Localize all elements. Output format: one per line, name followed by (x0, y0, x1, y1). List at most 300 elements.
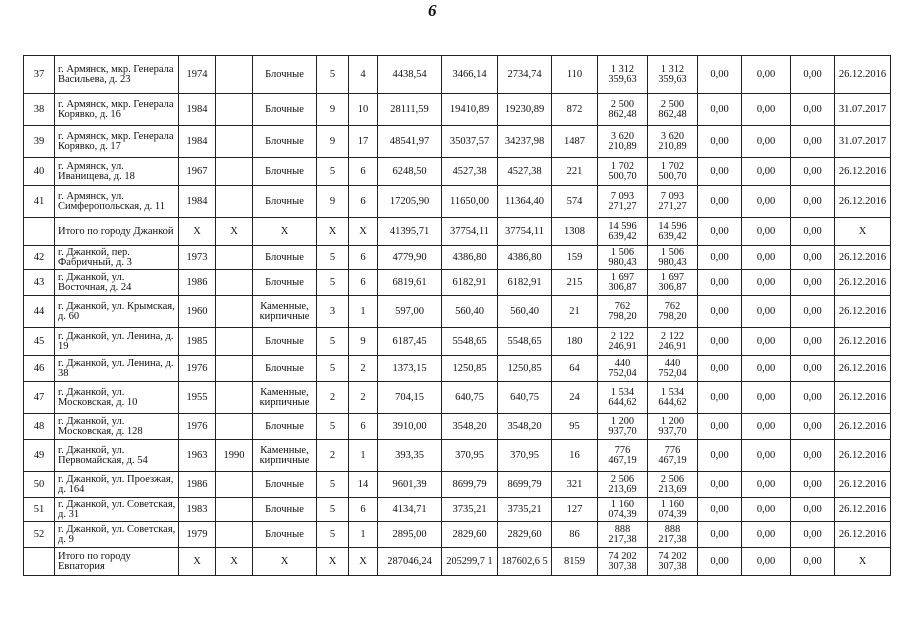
completion-date-cell: 31.07.2017 (835, 94, 891, 126)
table-row (24, 440, 891, 472)
year-built-cell: 1963 (179, 440, 216, 472)
cost-total-cell: 7 093 271,27 (598, 186, 648, 218)
cost-fund-cell: 2 122 246,91 (648, 328, 698, 356)
cost-other-cell: 0,00 (791, 186, 835, 218)
cost-fund-cell: 3 620 210,89 (648, 126, 698, 158)
completion-date-cell: 26.12.2016 (835, 56, 891, 94)
address-cell: Итого по городу Евпатория (55, 548, 179, 576)
cost-total-cell: 888 217,38 (598, 522, 648, 548)
entrances-cell: X (349, 218, 378, 246)
year-built-cell: 1986 (179, 270, 216, 296)
row-number-cell: 43 (24, 270, 55, 296)
year-built-cell: 1955 (179, 382, 216, 414)
floors-cell: 5 (317, 246, 349, 270)
total-area-cell: 6819,61 (378, 270, 442, 296)
cost-total-cell: 1 506 980,43 (598, 246, 648, 270)
cost-municipal-cell: 0,00 (742, 328, 791, 356)
address-cell: г. Армянск, мкр. Генерала Васильева, д. 23 (55, 56, 179, 94)
completion-date-cell: 26.12.2016 (835, 246, 891, 270)
total-area-cell: 6187,45 (378, 328, 442, 356)
residential-area-cell: 19230,89 (498, 94, 552, 126)
cost-municipal-cell: 0,00 (742, 548, 791, 576)
year-renovated-cell (216, 126, 253, 158)
row-number-cell: 51 (24, 498, 55, 522)
total-area-cell: 3910,00 (378, 414, 442, 440)
cost-total-cell: 1 702 500,70 (598, 158, 648, 186)
year-renovated-cell (216, 56, 253, 94)
cost-owners-cell: 0,00 (698, 270, 742, 296)
entrances-cell: 6 (349, 186, 378, 218)
cost-fund-cell: 1 702 500,70 (648, 158, 698, 186)
wall-material-cell: Блочные (253, 56, 317, 94)
entrances-cell: 4 (349, 56, 378, 94)
cost-total-cell: 762 798,20 (598, 296, 648, 328)
address-cell: г. Джанкой, ул. Крымская, д. 60 (55, 296, 179, 328)
cost-fund-cell: 1 506 980,43 (648, 246, 698, 270)
cost-municipal-cell: 0,00 (742, 94, 791, 126)
year-built-cell: 1985 (179, 328, 216, 356)
year-built-cell: 1974 (179, 56, 216, 94)
residential-area-cell: 4386,80 (498, 246, 552, 270)
cost-other-cell: 0,00 (791, 328, 835, 356)
table-row (24, 246, 891, 270)
living-area-cell: 3466,14 (442, 56, 498, 94)
total-area-cell: 28111,59 (378, 94, 442, 126)
residential-area-cell: 370,95 (498, 440, 552, 472)
cost-other-cell: 0,00 (791, 498, 835, 522)
row-number-cell: 48 (24, 414, 55, 440)
cost-total-cell: 1 697 306,87 (598, 270, 648, 296)
cost-municipal-cell: 0,00 (742, 186, 791, 218)
row-number-cell: 46 (24, 356, 55, 382)
residential-area-cell: 3548,20 (498, 414, 552, 440)
entrances-cell: 1 (349, 440, 378, 472)
floors-cell: 5 (317, 158, 349, 186)
cost-other-cell: 0,00 (791, 472, 835, 498)
entrances-cell: 10 (349, 94, 378, 126)
residential-area-cell: 11364,40 (498, 186, 552, 218)
year-renovated-cell (216, 414, 253, 440)
cost-total-cell: 440 752,04 (598, 356, 648, 382)
cost-municipal-cell: 0,00 (742, 158, 791, 186)
living-area-cell: 370,95 (442, 440, 498, 472)
residential-area-cell: 8699,79 (498, 472, 552, 498)
cost-fund-cell: 888 217,38 (648, 522, 698, 548)
address-cell: г. Армянск, ул. Иванищева, д. 18 (55, 158, 179, 186)
row-number-cell: 47 (24, 382, 55, 414)
residential-area-cell: 187602,6 5 (498, 548, 552, 576)
residential-area-cell: 2734,74 (498, 56, 552, 94)
cost-municipal-cell: 0,00 (742, 414, 791, 440)
year-built-cell: 1986 (179, 472, 216, 498)
residents-cell: 21 (552, 296, 598, 328)
year-renovated-cell (216, 356, 253, 382)
row-number-cell: 39 (24, 126, 55, 158)
completion-date-cell: 26.12.2016 (835, 440, 891, 472)
cost-total-cell: 3 620 210,89 (598, 126, 648, 158)
completion-date-cell: 31.07.2017 (835, 126, 891, 158)
cost-owners-cell: 0,00 (698, 440, 742, 472)
address-cell: г. Джанкой, ул. Советская, д. 9 (55, 522, 179, 548)
entrances-cell: 1 (349, 522, 378, 548)
floors-cell: 9 (317, 186, 349, 218)
year-built-cell: 1983 (179, 498, 216, 522)
living-area-cell: 2829,60 (442, 522, 498, 548)
total-area-cell: 2895,00 (378, 522, 442, 548)
residents-cell: 110 (552, 56, 598, 94)
table-row (24, 522, 891, 548)
entrances-cell: 6 (349, 270, 378, 296)
residents-cell: 159 (552, 246, 598, 270)
residential-area-cell: 3735,21 (498, 498, 552, 522)
total-area-cell: 597,00 (378, 296, 442, 328)
cost-other-cell: 0,00 (791, 356, 835, 382)
cost-owners-cell: 0,00 (698, 126, 742, 158)
cost-owners-cell: 0,00 (698, 56, 742, 94)
cost-owners-cell: 0,00 (698, 328, 742, 356)
year-renovated-cell (216, 246, 253, 270)
total-area-cell: 4779,90 (378, 246, 442, 270)
wall-material-cell: Блочные (253, 246, 317, 270)
residents-cell: 24 (552, 382, 598, 414)
living-area-cell: 8699,79 (442, 472, 498, 498)
entrances-cell: X (349, 548, 378, 576)
residential-area-cell: 37754,11 (498, 218, 552, 246)
wall-material-cell: Блочные (253, 498, 317, 522)
address-cell: г. Армянск, ул. Симферопольская, д. 11 (55, 186, 179, 218)
completion-date-cell: 26.12.2016 (835, 356, 891, 382)
address-cell: г. Джанкой, ул. Проезжая, д. 164 (55, 472, 179, 498)
wall-material-cell: Блочные (253, 328, 317, 356)
row-number-cell: 52 (24, 522, 55, 548)
total-area-cell: 393,35 (378, 440, 442, 472)
cost-municipal-cell: 0,00 (742, 296, 791, 328)
row-number-cell: 42 (24, 246, 55, 270)
year-built-cell: X (179, 218, 216, 246)
floors-cell: 9 (317, 126, 349, 158)
entrances-cell: 2 (349, 382, 378, 414)
living-area-cell: 3735,21 (442, 498, 498, 522)
year-renovated-cell (216, 498, 253, 522)
cost-municipal-cell: 0,00 (742, 440, 791, 472)
cost-other-cell: 0,00 (791, 218, 835, 246)
cost-total-cell: 1 160 074,39 (598, 498, 648, 522)
housing-register-table (23, 55, 891, 576)
living-area-cell: 35037,57 (442, 126, 498, 158)
address-cell: г. Джанкой, ул. Ленина, д. 19 (55, 328, 179, 356)
floors-cell: 2 (317, 440, 349, 472)
cost-fund-cell: 1 697 306,87 (648, 270, 698, 296)
cost-owners-cell: 0,00 (698, 246, 742, 270)
entrances-cell: 1 (349, 296, 378, 328)
residents-cell: 1308 (552, 218, 598, 246)
entrances-cell: 6 (349, 414, 378, 440)
completion-date-cell: 26.12.2016 (835, 158, 891, 186)
total-area-cell: 4134,71 (378, 498, 442, 522)
residents-cell: 8159 (552, 548, 598, 576)
table-row (24, 472, 891, 498)
address-cell: Итого по городу Джанкой (55, 218, 179, 246)
residential-area-cell: 34237,98 (498, 126, 552, 158)
cost-owners-cell: 0,00 (698, 94, 742, 126)
address-cell: г. Джанкой, ул. Первомайская, д. 54 (55, 440, 179, 472)
cost-fund-cell: 1 200 937,70 (648, 414, 698, 440)
year-built-cell: 1979 (179, 522, 216, 548)
residents-cell: 64 (552, 356, 598, 382)
address-cell: г. Джанкой, ул. Ленина, д. 38 (55, 356, 179, 382)
cost-other-cell: 0,00 (791, 382, 835, 414)
wall-material-cell: Блочные (253, 522, 317, 548)
row-number-cell: 37 (24, 56, 55, 94)
table-row (24, 158, 891, 186)
completion-date-cell: X (835, 218, 891, 246)
completion-date-cell: 26.12.2016 (835, 382, 891, 414)
total-area-cell: 704,15 (378, 382, 442, 414)
completion-date-cell: 26.12.2016 (835, 414, 891, 440)
residents-cell: 221 (552, 158, 598, 186)
year-renovated-cell: X (216, 548, 253, 576)
cost-other-cell: 0,00 (791, 246, 835, 270)
residents-cell: 86 (552, 522, 598, 548)
cost-fund-cell: 74 202 307,38 (648, 548, 698, 576)
year-built-cell: 1976 (179, 356, 216, 382)
year-built-cell: 1973 (179, 246, 216, 270)
cost-owners-cell: 0,00 (698, 218, 742, 246)
row-number-cell: 41 (24, 186, 55, 218)
year-built-cell: X (179, 548, 216, 576)
entrances-cell: 17 (349, 126, 378, 158)
living-area-cell: 560,40 (442, 296, 498, 328)
wall-material-cell: Блочные (253, 158, 317, 186)
floors-cell: X (317, 218, 349, 246)
floors-cell: 9 (317, 94, 349, 126)
residents-cell: 574 (552, 186, 598, 218)
year-renovated-cell (216, 522, 253, 548)
address-cell: г. Джанкой, ул. Восточная, д. 24 (55, 270, 179, 296)
wall-material-cell: Блочные (253, 186, 317, 218)
residents-cell: 872 (552, 94, 598, 126)
cost-municipal-cell: 0,00 (742, 498, 791, 522)
cost-fund-cell: 14 596 639,42 (648, 218, 698, 246)
living-area-cell: 3548,20 (442, 414, 498, 440)
wall-material-cell: Блочные (253, 94, 317, 126)
cost-fund-cell: 762 798,20 (648, 296, 698, 328)
residents-cell: 16 (552, 440, 598, 472)
year-renovated-cell (216, 186, 253, 218)
cost-municipal-cell: 0,00 (742, 246, 791, 270)
cost-other-cell: 0,00 (791, 414, 835, 440)
cost-total-cell: 2 500 862,48 (598, 94, 648, 126)
year-built-cell: 1967 (179, 158, 216, 186)
living-area-cell: 4386,80 (442, 246, 498, 270)
table-row (24, 56, 891, 94)
row-number-cell: 38 (24, 94, 55, 126)
table-row (24, 414, 891, 440)
cost-municipal-cell: 0,00 (742, 356, 791, 382)
floors-cell: 5 (317, 56, 349, 94)
cost-municipal-cell: 0,00 (742, 270, 791, 296)
completion-date-cell: 26.12.2016 (835, 522, 891, 548)
table-row (24, 382, 891, 414)
row-number-cell: 49 (24, 440, 55, 472)
floors-cell: 5 (317, 356, 349, 382)
address-cell: г. Джанкой, ул. Московская, д. 128 (55, 414, 179, 440)
entrances-cell: 6 (349, 158, 378, 186)
row-number-cell: 44 (24, 296, 55, 328)
residents-cell: 321 (552, 472, 598, 498)
row-number-cell (24, 548, 55, 576)
cost-municipal-cell: 0,00 (742, 522, 791, 548)
cost-other-cell: 0,00 (791, 126, 835, 158)
year-renovated-cell (216, 472, 253, 498)
cost-other-cell: 0,00 (791, 440, 835, 472)
row-number-cell: 40 (24, 158, 55, 186)
cost-owners-cell: 0,00 (698, 186, 742, 218)
table-row (24, 270, 891, 296)
year-renovated-cell (216, 94, 253, 126)
entrances-cell: 14 (349, 472, 378, 498)
cost-total-cell: 1 200 937,70 (598, 414, 648, 440)
floors-cell: 3 (317, 296, 349, 328)
cost-other-cell: 0,00 (791, 158, 835, 186)
residential-area-cell: 1250,85 (498, 356, 552, 382)
residents-cell: 127 (552, 498, 598, 522)
cost-owners-cell: 0,00 (698, 414, 742, 440)
living-area-cell: 4527,38 (442, 158, 498, 186)
residents-cell: 1487 (552, 126, 598, 158)
floors-cell: 5 (317, 472, 349, 498)
cost-other-cell: 0,00 (791, 270, 835, 296)
cost-fund-cell: 1 160 074,39 (648, 498, 698, 522)
living-area-cell: 5548,65 (442, 328, 498, 356)
floors-cell: 5 (317, 414, 349, 440)
cost-owners-cell: 0,00 (698, 296, 742, 328)
floors-cell: 2 (317, 382, 349, 414)
entrances-cell: 6 (349, 498, 378, 522)
total-area-cell: 41395,71 (378, 218, 442, 246)
residents-cell: 180 (552, 328, 598, 356)
wall-material-cell: X (253, 548, 317, 576)
year-built-cell: 1976 (179, 414, 216, 440)
cost-municipal-cell: 0,00 (742, 472, 791, 498)
cost-total-cell: 14 596 639,42 (598, 218, 648, 246)
page-number: 6 (428, 1, 437, 20)
year-built-cell: 1984 (179, 94, 216, 126)
table-row (24, 498, 891, 522)
table-row (24, 356, 891, 382)
entrances-cell: 9 (349, 328, 378, 356)
floors-cell: 5 (317, 522, 349, 548)
cost-owners-cell: 0,00 (698, 498, 742, 522)
total-area-cell: 17205,90 (378, 186, 442, 218)
total-area-cell: 6248,50 (378, 158, 442, 186)
living-area-cell: 6182,91 (442, 270, 498, 296)
table-row (24, 328, 891, 356)
total-area-cell: 1373,15 (378, 356, 442, 382)
cost-municipal-cell: 0,00 (742, 56, 791, 94)
table-row (24, 296, 891, 328)
cost-total-cell: 2 122 246,91 (598, 328, 648, 356)
cost-municipal-cell: 0,00 (742, 126, 791, 158)
wall-material-cell: X (253, 218, 317, 246)
living-area-cell: 640,75 (442, 382, 498, 414)
address-cell: г. Джанкой, ул. Советская, д. 31 (55, 498, 179, 522)
total-area-cell: 287046,24 (378, 548, 442, 576)
living-area-cell: 11650,00 (442, 186, 498, 218)
wall-material-cell: Каменные, кирпичные (253, 296, 317, 328)
completion-date-cell: 26.12.2016 (835, 186, 891, 218)
year-renovated-cell: X (216, 218, 253, 246)
cost-municipal-cell: 0,00 (742, 218, 791, 246)
address-cell: г. Джанкой, ул. Московская, д. 10 (55, 382, 179, 414)
cost-owners-cell: 0,00 (698, 158, 742, 186)
cost-fund-cell: 1 534 644,62 (648, 382, 698, 414)
year-built-cell: 1984 (179, 186, 216, 218)
address-cell: г. Джанкой, пер. Фабричный, д. 3 (55, 246, 179, 270)
living-area-cell: 205299,7 1 (442, 548, 498, 576)
total-area-cell: 9601,39 (378, 472, 442, 498)
wall-material-cell: Блочные (253, 414, 317, 440)
completion-date-cell: 26.12.2016 (835, 472, 891, 498)
subtotal-row (24, 548, 891, 576)
total-area-cell: 48541,97 (378, 126, 442, 158)
residents-cell: 95 (552, 414, 598, 440)
residential-area-cell: 6182,91 (498, 270, 552, 296)
cost-fund-cell: 1 312 359,63 (648, 56, 698, 94)
cost-fund-cell: 2 506 213,69 (648, 472, 698, 498)
completion-date-cell: 26.12.2016 (835, 328, 891, 356)
year-renovated-cell (216, 158, 253, 186)
cost-municipal-cell: 0,00 (742, 382, 791, 414)
residential-area-cell: 4527,38 (498, 158, 552, 186)
cost-owners-cell: 0,00 (698, 548, 742, 576)
year-renovated-cell (216, 296, 253, 328)
year-renovated-cell (216, 382, 253, 414)
cost-total-cell: 74 202 307,38 (598, 548, 648, 576)
cost-fund-cell: 7 093 271,27 (648, 186, 698, 218)
entrances-cell: 2 (349, 356, 378, 382)
floors-cell: X (317, 548, 349, 576)
row-number-cell: 45 (24, 328, 55, 356)
table-row (24, 94, 891, 126)
residential-area-cell: 560,40 (498, 296, 552, 328)
cost-other-cell: 0,00 (791, 94, 835, 126)
completion-date-cell: X (835, 548, 891, 576)
cost-owners-cell: 0,00 (698, 382, 742, 414)
wall-material-cell: Блочные (253, 356, 317, 382)
residential-area-cell: 2829,60 (498, 522, 552, 548)
floors-cell: 5 (317, 498, 349, 522)
table-row (24, 186, 891, 218)
table-row (24, 126, 891, 158)
cost-other-cell: 0,00 (791, 548, 835, 576)
wall-material-cell: Каменные, кирпичные (253, 382, 317, 414)
row-number-cell (24, 218, 55, 246)
floors-cell: 5 (317, 270, 349, 296)
year-built-cell: 1960 (179, 296, 216, 328)
year-built-cell: 1984 (179, 126, 216, 158)
residents-cell: 215 (552, 270, 598, 296)
wall-material-cell: Блочные (253, 270, 317, 296)
living-area-cell: 19410,89 (442, 94, 498, 126)
entrances-cell: 6 (349, 246, 378, 270)
cost-other-cell: 0,00 (791, 296, 835, 328)
address-cell: г. Армянск, мкр. Генерала Корявко, д. 16 (55, 94, 179, 126)
cost-total-cell: 1 534 644,62 (598, 382, 648, 414)
completion-date-cell: 26.12.2016 (835, 498, 891, 522)
row-number-cell: 50 (24, 472, 55, 498)
wall-material-cell: Блочные (253, 126, 317, 158)
